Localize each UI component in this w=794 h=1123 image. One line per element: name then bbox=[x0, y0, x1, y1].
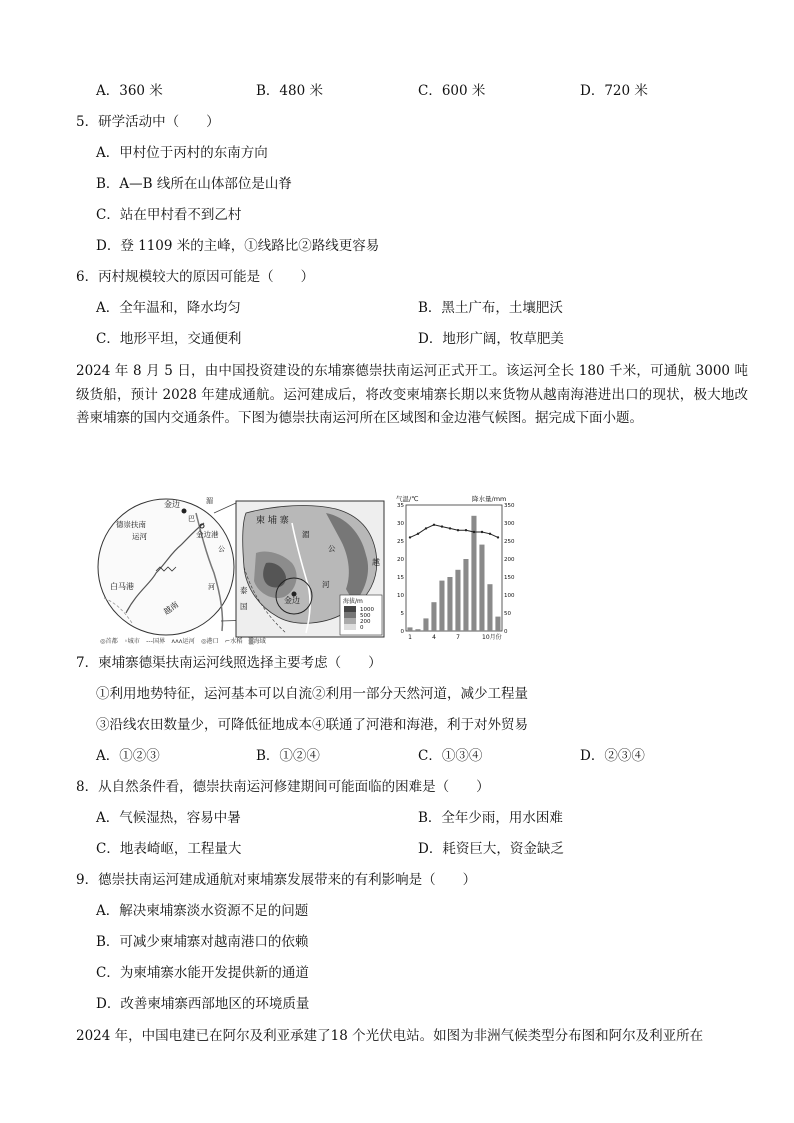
intro-paragraph-canal: 2024 年 8 月 5 日，由中国投资建设的东埔寨德崇扶南运河正式开工。该运河全长 180 千米，可通航 3000 吨级货船，预计 2028 年建成通航。运河建成后，将改变柬埔寨长期以来货物从越南海港进出口的现状，极大地改善柬埔寨的国内交通条件。下图为德崇扶南运河所在区域图和金边港气候图。据完成下面小题。 bbox=[76, 363, 748, 426]
chart-right-tick-350: 350 bbox=[504, 503, 515, 509]
q7-option-c: C．①③④ bbox=[418, 748, 483, 764]
q7-option-d: D．②③④ bbox=[580, 748, 645, 764]
legend-value-200: 200 bbox=[360, 619, 371, 625]
q8-option-a: A．气候湿热，容易中暑 bbox=[96, 810, 241, 826]
q7-option-a: A．①②③ bbox=[96, 748, 160, 764]
legend-value-500: 500 bbox=[360, 613, 371, 619]
q6-option-b: B．黑土广布，土壤肥沃 bbox=[418, 300, 563, 316]
q6-stem: 6．丙村规模较大的原因可能是（ ） bbox=[76, 269, 315, 285]
temperature-point-month-11 bbox=[489, 533, 491, 535]
q4-option-a: A．360 米 bbox=[96, 83, 163, 99]
q7-item-line2: ③沿线农田数量少，可降低征地成本④联通了河港和海港，利于对外贸易 bbox=[96, 717, 528, 733]
chart-left-tick-5: 5 bbox=[400, 611, 404, 617]
q8-option-b: B．全年少雨，用水困难 bbox=[418, 810, 563, 826]
chart-right-tick-50: 50 bbox=[504, 611, 511, 617]
q5-option-b: B．A—B 线所在山体部位是山脊 bbox=[96, 176, 292, 192]
inset-label-ba: 巴 bbox=[188, 515, 195, 523]
precip-bar-month-12 bbox=[495, 617, 500, 631]
q4-option-d: D．720 米 bbox=[580, 83, 648, 99]
chart-left-tick-0: 0 bbox=[400, 629, 404, 635]
temperature-point-month-8 bbox=[465, 529, 467, 531]
map-bottom-legend: ◎首都 ◦城市 ---国界 ᴧᴧᴧ运河 ◎港口 ⌐水稻 ▒海域 bbox=[100, 638, 266, 645]
precip-bar-month-5 bbox=[439, 581, 444, 631]
q5-stem: 5．研学活动中（ ） bbox=[76, 114, 220, 130]
chart-left-tick-30: 30 bbox=[397, 521, 404, 527]
precip-bar-month-8 bbox=[463, 559, 468, 631]
chart-left-tick-10: 10 bbox=[397, 593, 404, 599]
q9-option-c: C．为柬埔寨水能开发提供新的通道 bbox=[96, 965, 309, 981]
q9-option-d: D．改善柬埔寨西部地区的环境质量 bbox=[96, 996, 310, 1012]
temperature-point-month-1 bbox=[409, 536, 411, 538]
precip-bar-month-10 bbox=[479, 545, 484, 631]
q6-option-c: C．地形平坦，交通便利 bbox=[96, 331, 242, 347]
precip-bar-month-1 bbox=[407, 627, 412, 631]
inset-label-jinbian: 金边 bbox=[164, 500, 180, 509]
temperature-point-month-7 bbox=[457, 529, 459, 531]
chart-left-tick-15: 15 bbox=[397, 575, 404, 581]
temperature-point-month-4 bbox=[433, 524, 435, 526]
chart-right-tick-300: 300 bbox=[504, 521, 515, 527]
inset-label-gong: 公 bbox=[218, 545, 225, 553]
q5-option-c: C．站在甲村看不到乙村 bbox=[96, 207, 242, 223]
chart-ylabel-right: 降水量/mm bbox=[472, 495, 507, 503]
inset-label-port: 金边港 bbox=[196, 530, 219, 539]
q4-option-b: B．480 米 bbox=[256, 83, 323, 99]
chart-right-tick-150: 150 bbox=[504, 575, 515, 581]
intro-paragraph-algeria: 2024 年，中国电建已在阿尔及利亚承建了18 个光伏电站。如图为非洲气候类型分布图和阿尔及利亚所在 bbox=[76, 1028, 704, 1044]
chart-x-tick-4: 10月份 bbox=[482, 634, 502, 641]
main-label-yue: 越 bbox=[372, 558, 380, 567]
inset-label-he: 河 bbox=[208, 583, 215, 591]
chart-right-tick-100: 100 bbox=[504, 593, 515, 599]
inset-label-vietnam: 越南 bbox=[161, 600, 181, 617]
temperature-point-month-10 bbox=[481, 531, 483, 533]
main-label-tai: 泰 bbox=[240, 586, 248, 595]
chart-left-tick-35: 35 bbox=[397, 503, 404, 509]
temperature-point-month-2 bbox=[417, 533, 419, 535]
chart-left-tick-25: 25 bbox=[397, 539, 404, 545]
inset-label-baima: 白马港 bbox=[110, 582, 134, 591]
figure-svg bbox=[96, 493, 516, 645]
q9-option-b: B．可减少柬埔寨对越南港口的依赖 bbox=[96, 934, 309, 950]
temperature-point-month-6 bbox=[449, 527, 451, 529]
q5-option-d: D．登 1109 米的主峰，①线路比②路线更容易 bbox=[96, 238, 380, 254]
chart-right-tick-250: 250 bbox=[504, 539, 515, 545]
temperature-point-month-3 bbox=[425, 527, 427, 529]
precip-bar-month-6 bbox=[447, 577, 452, 631]
temperature-point-month-5 bbox=[441, 525, 443, 527]
main-map bbox=[236, 501, 384, 637]
chart-x-tick-2: 4 bbox=[432, 634, 436, 641]
precip-bar-month-11 bbox=[487, 584, 492, 631]
precip-bar-month-3 bbox=[423, 618, 428, 631]
main-label-he: 河 bbox=[322, 580, 330, 589]
q7-item-line1: ①利用地势特征，运河基本可以自流②利用一部分天然河道，减少工程量 bbox=[96, 686, 528, 702]
inset-label-canal: 运河 bbox=[132, 532, 147, 541]
chart-right-tick-0: 0 bbox=[504, 629, 508, 635]
q4-option-c: C．600 米 bbox=[418, 83, 486, 99]
chart-ylabel-left: 气温/℃ bbox=[396, 495, 419, 503]
temperature-point-month-9 bbox=[473, 531, 475, 533]
main-label-gong: 公 bbox=[328, 544, 336, 553]
q7-stem: 7．柬埔寨德渠扶南运河线照选择主要考虑（ ） bbox=[76, 655, 382, 671]
chart-right-tick-200: 200 bbox=[504, 557, 515, 563]
q8-option-d: D．耗资巨大，资金缺乏 bbox=[418, 841, 564, 857]
inset-label-dechong: 德崇扶南 bbox=[116, 520, 146, 529]
inset-circle-map bbox=[98, 496, 234, 635]
main-label-mei: 湄 bbox=[302, 530, 310, 539]
chart-left-tick-20: 20 bbox=[397, 557, 404, 563]
inset-label-mei: 湄 bbox=[206, 497, 213, 505]
q5-option-a: A．甲村位于丙村的东南方向 bbox=[96, 145, 268, 161]
q8-stem: 8．从自然条件看，德崇扶南运河修建期间可能面临的困难是（ ） bbox=[76, 779, 490, 795]
chart-x-tick-3: 7 bbox=[456, 634, 460, 641]
q7-option-b: B．①②④ bbox=[256, 748, 320, 764]
legend-elevation-title: 海拔/m bbox=[343, 598, 363, 605]
q8-option-c: C．地表崎岖，工程量大 bbox=[96, 841, 242, 857]
temperature-point-month-12 bbox=[497, 536, 499, 538]
precip-bar-month-7 bbox=[455, 570, 460, 631]
precip-bar-month-2 bbox=[415, 629, 420, 631]
q9-stem: 9．德崇扶南运河建成通航对柬埔寨发展带来的有利影响是（ ） bbox=[76, 872, 477, 888]
main-label-guo: 国 bbox=[240, 602, 248, 611]
main-label-cambodia: 柬 埔 寨 bbox=[256, 516, 289, 526]
legend-value-1000: 1000 bbox=[360, 607, 374, 613]
precip-bar-month-4 bbox=[431, 602, 436, 631]
legend-value-0: 0 bbox=[360, 625, 364, 631]
q6-option-a: A．全年温和，降水均匀 bbox=[96, 300, 241, 316]
figure-map-and-climate bbox=[96, 493, 516, 645]
temperature-line bbox=[410, 525, 498, 538]
climate-chart bbox=[396, 494, 515, 641]
q6-option-d: D．地形广阔，牧草肥美 bbox=[418, 331, 564, 347]
chart-x-tick-1: 1 bbox=[408, 634, 412, 641]
main-label-jinbian: 金边 bbox=[284, 596, 300, 605]
q9-option-a: A．解决柬埔寨淡水资源不足的问题 bbox=[96, 903, 309, 919]
